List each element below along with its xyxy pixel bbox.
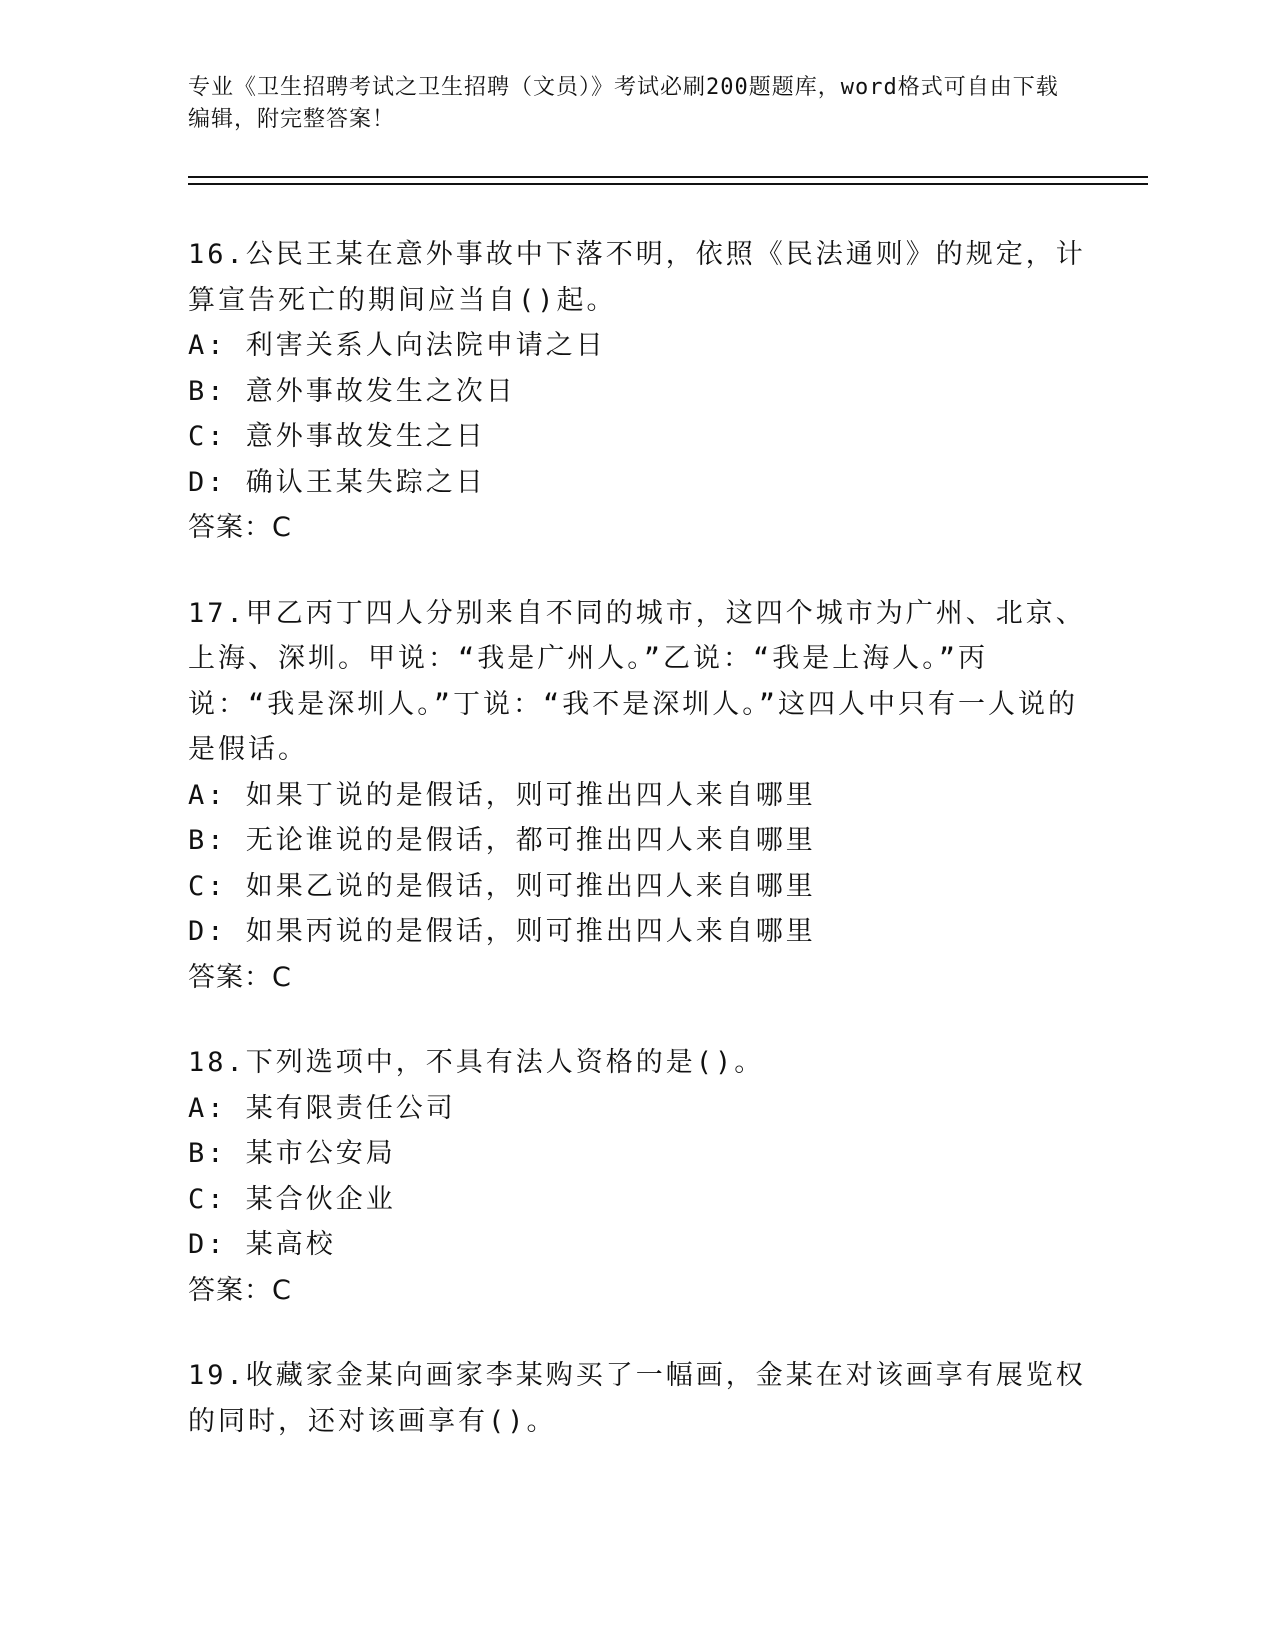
question-stem: 17.甲乙丙丁四人分别来自不同的城市，这四个城市为广州、北京、上海、深圳。甲说：“我是广州人。”乙说：“我是上海人。”丙说：“我是深圳人。”丁说：“我不是深圳人。”这四人中只有一人说的是假话。: [188, 597, 1086, 765]
option-a: A: 如果丁说的是假话，则可推出四人来自哪里: [188, 779, 816, 811]
document-header: 专业《卫生招聘考试之卫生招聘（文员）》考试必刷200题题库，word格式可自由下载编辑，附完整答案！: [188, 75, 1059, 132]
question-stem: 18.下列选项中，不具有法人资格的是()。: [188, 1047, 765, 1078]
option-b: B: 某市公安局: [188, 1138, 396, 1169]
question-17: [188, 591, 1088, 1001]
question-18: [188, 1040, 1088, 1313]
question-16: [188, 232, 1088, 551]
question-stem: 19.收藏家金某向画家李某购买了一幅画，金某在对该画享有展览权的同时，还对该画享有()。: [188, 1360, 1086, 1437]
option-a: A: 利害关系人向法院申请之日: [188, 330, 606, 361]
option-a: A: 某有限责任公司: [188, 1092, 456, 1124]
header-rule-top: [188, 176, 1148, 178]
option-d: D: 确认王某失踪之日: [188, 466, 486, 498]
answer: 答案：C: [188, 961, 292, 993]
option-b: B: 意外事故发生之次日: [188, 375, 516, 407]
option-b: B: 无论谁说的是假话，都可推出四人来自哪里: [188, 825, 816, 856]
option-c: C: 如果乙说的是假话，则可推出四人来自哪里: [188, 870, 816, 902]
option-d: D: 如果丙说的是假话，则可推出四人来自哪里: [188, 916, 816, 947]
option-d: D: 某高校: [188, 1229, 336, 1260]
question-stem: 16.公民王某在意外事故中下落不明，依照《民法通则》的规定，计算宣告死亡的期间应当自()起。: [188, 239, 1086, 316]
answer: 答案：C: [188, 512, 292, 543]
question-list: [188, 232, 1088, 1484]
option-c: C: 意外事故发生之日: [188, 421, 486, 452]
question-19: [188, 1353, 1088, 1444]
option-c: C: 某合伙企业: [188, 1183, 396, 1215]
answer: 答案：C: [188, 1274, 292, 1306]
header-rule-bottom: [188, 183, 1148, 185]
